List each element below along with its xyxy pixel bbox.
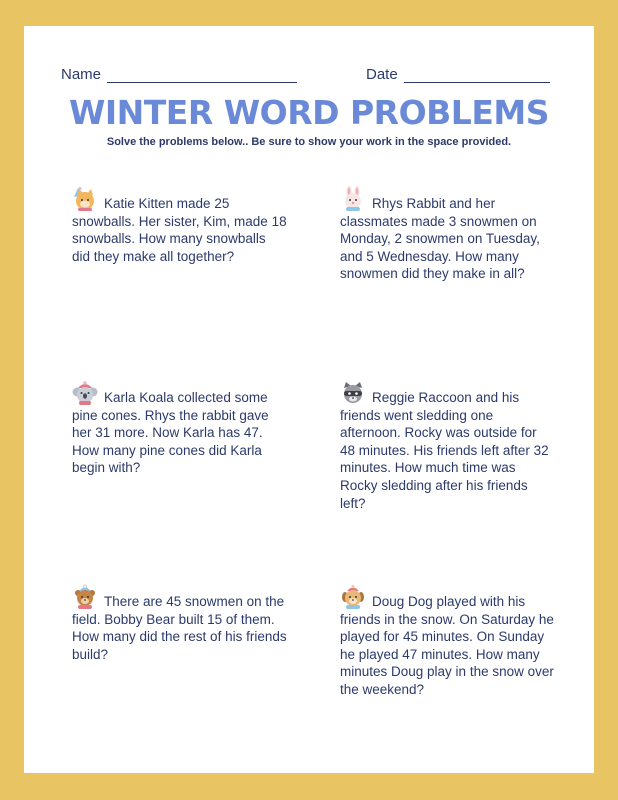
- raccoon-icon: [340, 380, 366, 406]
- problem-5-text: There are 45 snowmen on the field. Bobby Bear built 15 of them. How many did the rest of his friends build?: [72, 594, 287, 662]
- problem-6-text: Doug Dog played with his friends in the snow. On Saturday he played for 45 minutes. On Sunday he played 47 minutes. How many minutes Doug play in the snow over the weekend?: [340, 594, 554, 697]
- worksheet-title: WINTER WORD PROBLEMS: [69, 93, 549, 132]
- worksheet-page: [24, 26, 594, 773]
- problem-2-text: Rhys Rabbit and her classmates made 3 snowmen on Monday, 2 snowmen on Tuesday, and 5 Wednesday. How many snowmen did they make in all?: [340, 196, 540, 282]
- problem-1-text: Katie Kitten made 25 snowballs. Her sister, Kim, made 18 snowballs. How many snowballs did they make all together?: [72, 196, 287, 264]
- date-line[interactable]: [404, 66, 550, 83]
- date-field[interactable]: [366, 66, 550, 83]
- problem-6: [340, 584, 555, 699]
- name-line[interactable]: [107, 66, 297, 83]
- dog-icon: [340, 584, 366, 610]
- bear-icon: [72, 584, 98, 610]
- koala-icon: [72, 380, 98, 406]
- rabbit-icon: [340, 186, 366, 212]
- problem-3: [72, 380, 287, 477]
- kitten-icon: [72, 186, 98, 212]
- name-label: Name: [61, 66, 102, 83]
- problem-4-text: Reggie Raccoon and his friends went sledding one afternoon. Rocky was outside for 48 minutes. His friends left after 32 minutes. How much time was Rocky sledding after his friends left?: [340, 390, 549, 511]
- name-date-row: [61, 66, 561, 86]
- problem-4: [340, 380, 555, 512]
- worksheet-subtitle: Solve the problems below.. Be sure to show your work in the space provided.: [106, 136, 512, 148]
- problem-2: [340, 186, 555, 283]
- problem-5: [72, 584, 287, 663]
- date-label: Date: [366, 66, 398, 83]
- name-field[interactable]: [61, 66, 297, 83]
- problem-1: [72, 186, 287, 265]
- problem-3-text: Karla Koala collected some pine cones. Rhys the rabbit gave her 31 more. Now Karla has 47. How many pine cones did Karla begin with?: [72, 390, 269, 476]
